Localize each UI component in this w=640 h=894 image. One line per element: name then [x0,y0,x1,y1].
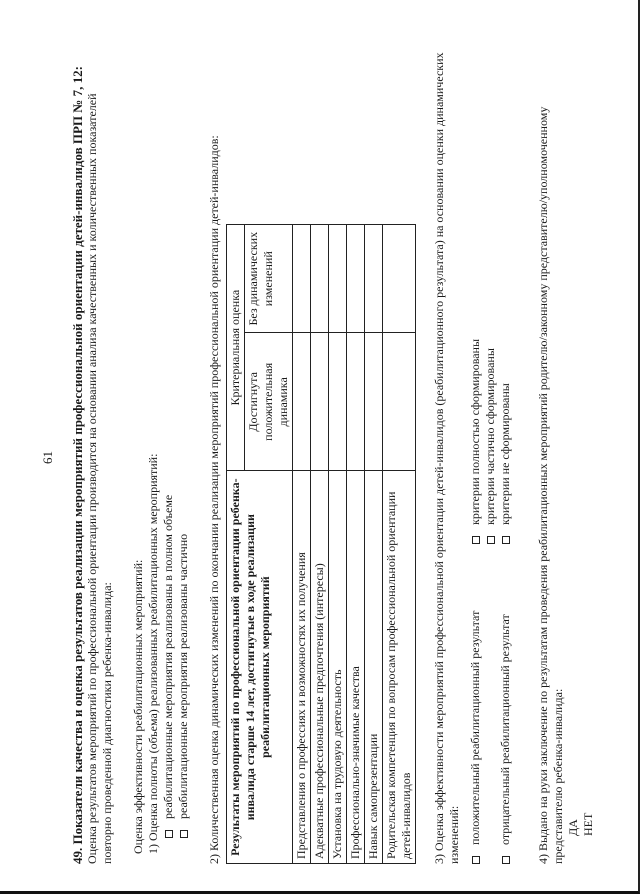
option-yes[interactable]: ДА [566,819,580,836]
section-heading: 49. Показатели качества и оценка результатов реализации мероприятий профессиональной ориентации детей-инвалидов ПРП № 7, 12: [70,66,85,864]
section-1-title: Оценка эффективности реабилитационных мероприятий: [131,559,145,854]
criteria-partial [483,244,498,544]
section-1 [131,44,191,864]
criteria-none-label: критерии не сформированы [498,383,512,525]
intro-text: Оценка результатов мероприятий по профессиональной ориентации производится на основании анализа качественных и количественных показателей повторно проведенной диагностики ребенка-инвалида: [85,93,114,864]
option-partial [176,44,191,864]
result-options [468,44,528,864]
table-row [311,225,329,864]
table-row [347,225,365,864]
option-no[interactable]: НЕТ [581,812,595,836]
option-partial-label: реабилитационные мероприятия реализованы частично [176,533,190,819]
negative-criteria [498,244,528,544]
checkbox-negative-result[interactable] [502,856,510,864]
positive-result-label: положительный реабилитационный результат [468,610,482,845]
table-cell-nochange[interactable] [347,225,365,333]
table-cell-nochange[interactable] [383,225,416,333]
evaluation-table [226,224,416,864]
section-2-title: 2) Количественная оценка динамических изменений по окончании реализации мероприятий профессиональной ориентации детей-инвалидов: [207,135,221,864]
table-cell-nochange[interactable] [293,225,311,333]
positive-criteria [468,244,498,544]
table-row-label: Установка на трудовую деятельность [329,471,347,864]
document-body [70,44,596,864]
section-4-title: 4) Выдано на руки заключение по результатам проведения реабилитационных мероприятий родителю/законному представителю/уполномоченному представителю ребенка-инвалида: [536,106,565,864]
table-row-label: Адекватные профессиональные предпочтения (интересы) [311,471,329,864]
checkbox-full[interactable] [165,830,173,838]
checkbox-criteria-full[interactable] [472,536,480,544]
section-4 [536,44,596,864]
table-row-label: Навык самопрезентации [365,471,383,864]
criteria-full [468,244,483,544]
table-row [365,225,383,864]
table-header-nochange: Без динамических изменений [245,225,293,333]
table-cell-positive[interactable] [293,333,311,471]
positive-result [468,544,498,864]
checkbox-criteria-partial[interactable] [487,536,495,544]
table-cell-positive[interactable] [311,333,329,471]
table-header-results: Результаты мероприятий по профессиональной ориентации ребенка-инвалида старше 14 лет, достигнутые в ходе реализации реабилитационных мероприятий [227,471,293,864]
negative-result-label: отрицательный реабилитационный результат [498,614,512,845]
table-cell-positive[interactable] [383,333,416,471]
table-row-label: Профессионально-значимые качества [347,471,365,864]
checkbox-partial[interactable] [180,830,188,838]
negative-result [498,544,528,864]
table-cell-nochange[interactable] [311,225,329,333]
table-cell-positive[interactable] [347,333,365,471]
table-header-positive: Достигнута положительная динамика [245,333,293,471]
table-cell-nochange[interactable] [365,225,383,333]
section-3-title: 3) Оценка эффективности мероприятий профессиональной ориентации детей-инвалидов (реабилитационного результата) на основании оценки динамических изменений: [432,52,461,864]
option-full-label: реабилитационные мероприятия реализованы в полном объеме [161,494,175,819]
section-3 [432,44,528,864]
table-header-criteria: Критериальная оценка [227,225,245,471]
table-row-label: Представления о профессиях и возможностях их получения [293,471,311,864]
criteria-full-label: критерии полностью сформированы [468,338,482,525]
criteria-options [468,244,528,544]
section-2 [207,44,416,864]
table-row [383,225,416,864]
table-cell-positive[interactable] [365,333,383,471]
table-row [293,225,311,864]
table-row-label: Родительская компетенция по вопросам профессиональной ориентации детей-инвалидов [383,471,416,864]
page-number: 61 [40,451,55,464]
section-1-subtitle: 1) Оценка полноты (объема) реализованных реабилитационных мероприятий: [146,453,160,854]
table-cell-nochange[interactable] [329,225,347,333]
table-row [329,225,347,864]
checkbox-criteria-none[interactable] [502,536,510,544]
table-cell-positive[interactable] [329,333,347,471]
criteria-partial-label: критерии частично сформированы [483,348,497,525]
result-labels [468,544,528,864]
checkbox-positive-result[interactable] [472,856,480,864]
option-full [161,44,176,864]
